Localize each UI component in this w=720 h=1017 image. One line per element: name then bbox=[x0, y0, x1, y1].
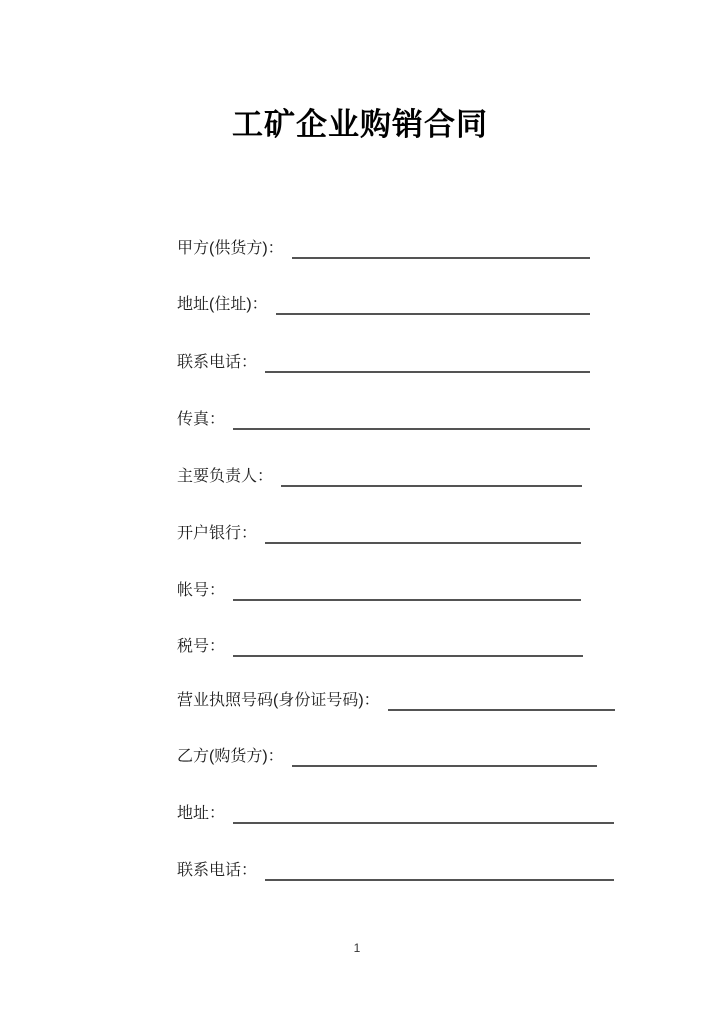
fill-in-blank-line bbox=[233, 801, 614, 824]
field-row-contact-phone bbox=[177, 351, 590, 373]
field-label: 乙方(购货方)： bbox=[177, 748, 284, 765]
fill-in-blank-line bbox=[388, 688, 615, 711]
fill-in-blank-line bbox=[281, 464, 582, 487]
document-title: 工矿企业购销合同 bbox=[232, 107, 488, 142]
field-row-fax bbox=[177, 408, 590, 430]
field-label: 营业执照号码(身份证号码)： bbox=[177, 692, 380, 709]
field-label: 开户银行： bbox=[177, 525, 258, 542]
fill-in-blank-line bbox=[292, 236, 590, 259]
fill-in-blank-line bbox=[233, 634, 583, 657]
field-label: 地址(住址)： bbox=[177, 296, 268, 313]
fill-in-blank-line bbox=[276, 292, 590, 315]
fill-in-blank-line bbox=[233, 407, 590, 430]
field-row-tax-number bbox=[177, 635, 583, 657]
field-row-contact-phone-2 bbox=[177, 859, 614, 881]
field-row-party-b bbox=[177, 745, 597, 767]
fill-in-blank-line bbox=[265, 350, 590, 373]
field-label: 主要负责人： bbox=[177, 468, 274, 485]
field-label: 帐号： bbox=[177, 582, 226, 599]
field-label: 联系电话： bbox=[177, 862, 258, 879]
fill-in-blank-line bbox=[292, 744, 597, 767]
field-row-address-residence bbox=[177, 293, 590, 315]
field-row-business-license-number bbox=[177, 689, 615, 711]
field-label: 传真： bbox=[177, 411, 226, 428]
field-row-party-a bbox=[177, 237, 590, 259]
field-label: 联系电话： bbox=[177, 354, 258, 371]
field-label: 税号： bbox=[177, 638, 226, 655]
field-row-bank bbox=[177, 522, 581, 544]
field-row-principal-person bbox=[177, 465, 582, 487]
fill-in-blank-line bbox=[265, 521, 581, 544]
field-row-account-number bbox=[177, 579, 581, 601]
fill-in-blank-line bbox=[265, 858, 614, 881]
page-number: 1 bbox=[353, 941, 361, 955]
field-label: 甲方(供货方)： bbox=[177, 240, 284, 257]
field-row-address bbox=[177, 802, 614, 824]
fill-in-blank-line bbox=[233, 578, 581, 601]
field-label: 地址： bbox=[177, 805, 226, 822]
